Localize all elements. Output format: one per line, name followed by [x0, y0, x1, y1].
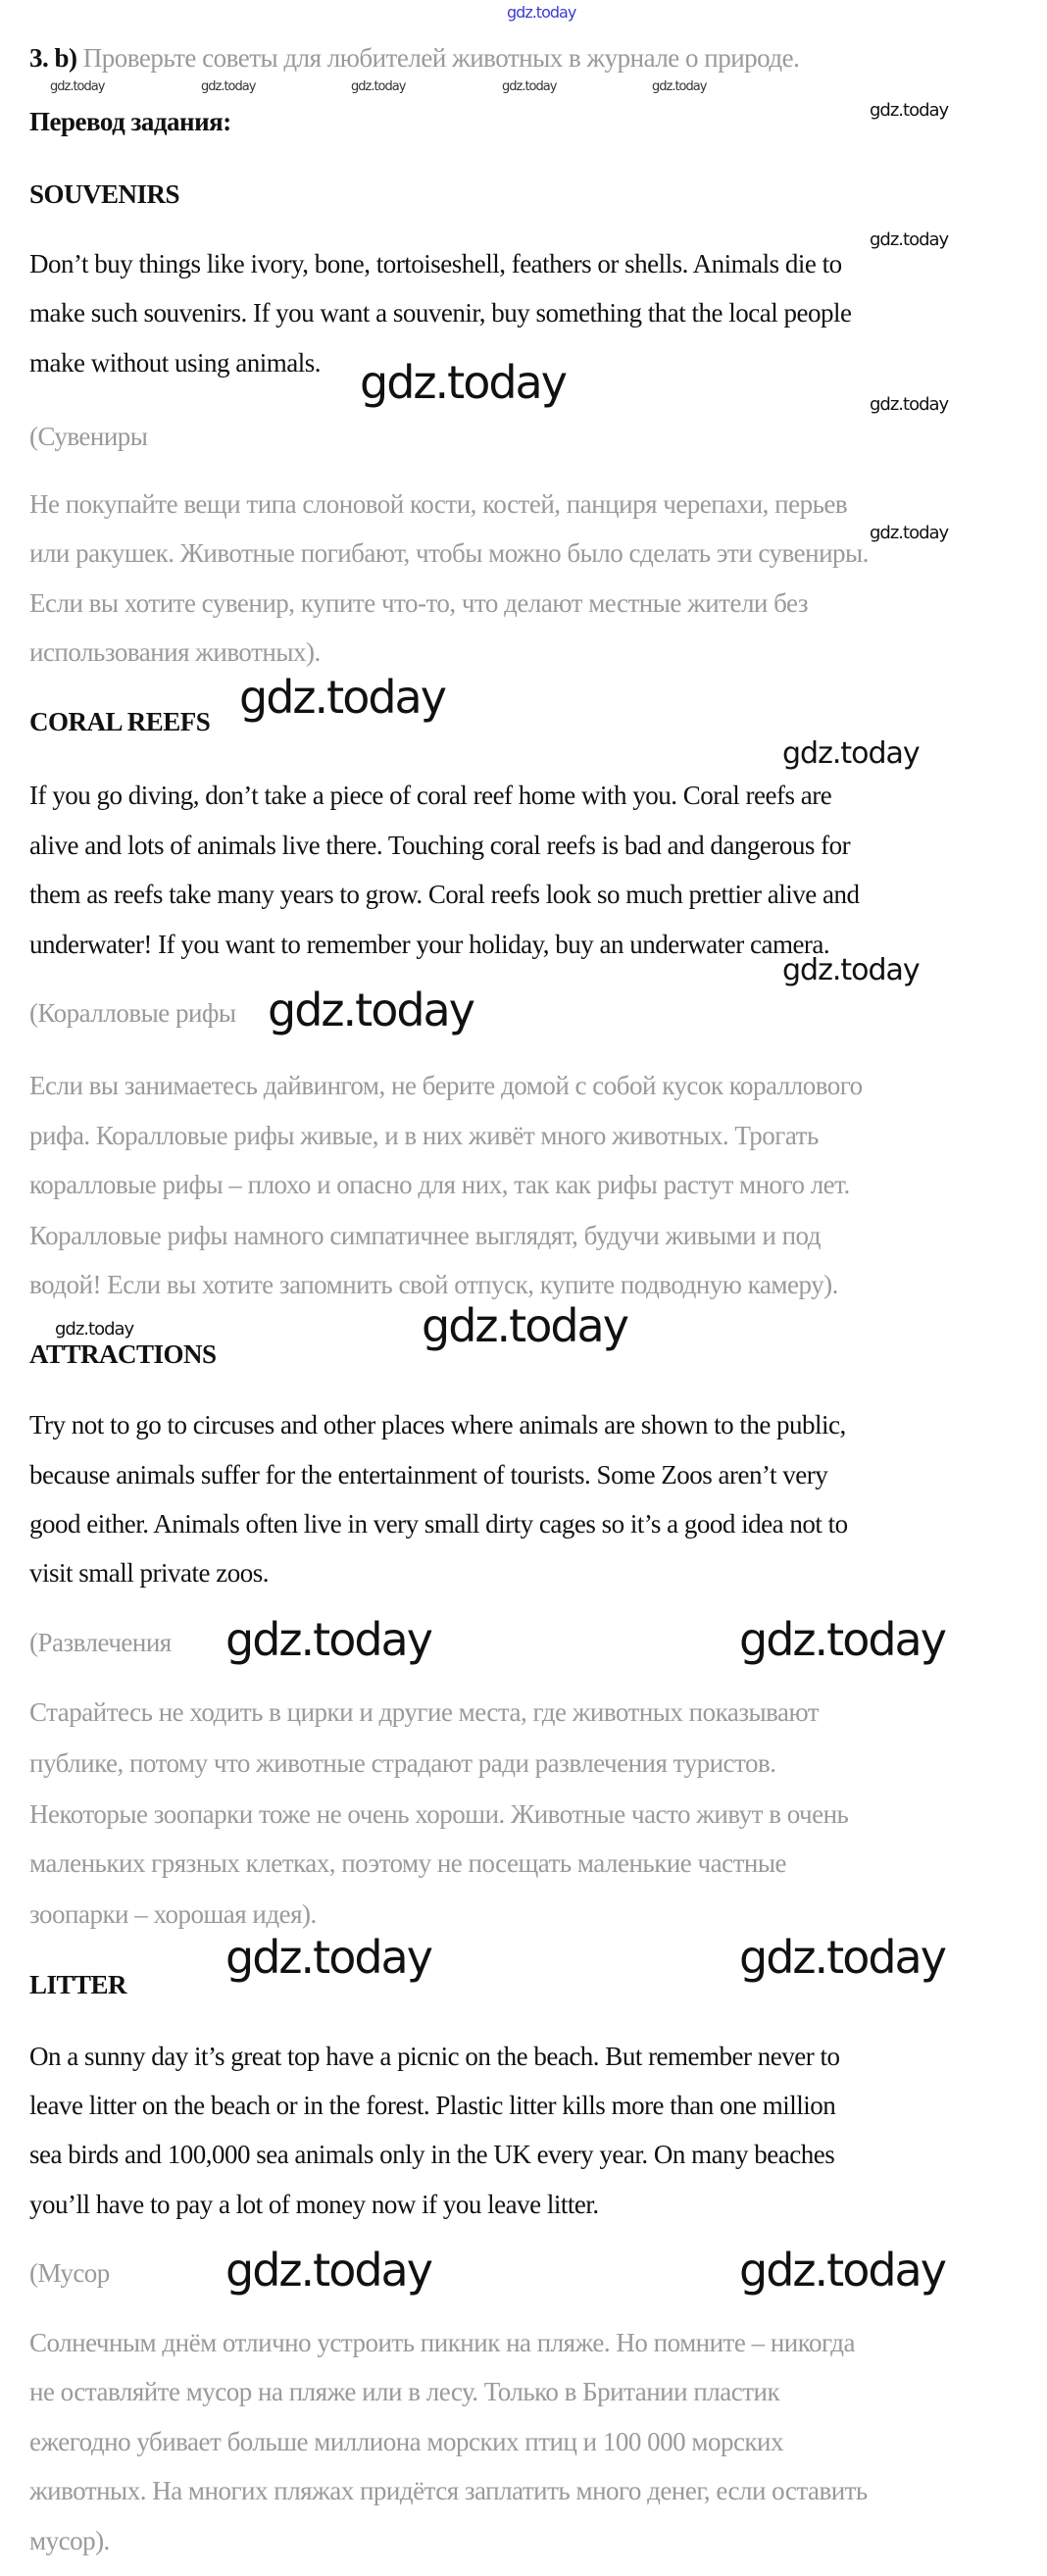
- watermark: gdz.today: [225, 2244, 431, 2297]
- russian-text-line: публике, потому что животные страдают ради развлечения туристов.: [29, 1748, 776, 1778]
- watermark-right: gdz.today: [870, 100, 949, 121]
- russian-text-line: использования животных).: [29, 637, 321, 667]
- russian-text-line: мусор).: [29, 2526, 110, 2555]
- english-text-line: them as reefs take many years to grow. Coral reefs look so much prettier alive and: [29, 880, 860, 909]
- english-text-line: alive and lots of animals live there. Touching coral reefs is bad and dangerous for: [29, 831, 851, 860]
- task-text: Проверьте советы для любителей животных в журнале о природе.: [82, 43, 800, 73]
- section-title: CORAL REEFS: [29, 707, 211, 736]
- russian-text-line: Солнечным днём отлично устроить пикник на пляже. Но помните – никогда: [29, 2328, 855, 2357]
- watermark: gdz.today: [239, 671, 445, 724]
- russian-text-line: Старайтесь не ходить в цирки и другие места, где животных показывают: [29, 1697, 820, 1727]
- watermark: gdz.today: [870, 523, 949, 543]
- section-title: ATTRACTIONS: [29, 1339, 217, 1369]
- english-text-line: If you go diving, don’t take a piece of coral reef home with you. Coral reefs are: [29, 781, 832, 810]
- watermark: gdz.today: [360, 356, 566, 409]
- russian-text-line: животных. На многих пляжах придётся заплатить много денег, если оставить: [29, 2476, 868, 2505]
- russian-section-title: (Сувениры: [29, 422, 148, 451]
- russian-text-line: маленьких грязных клетках, поэтому не посещать маленькие частные: [29, 1848, 786, 1878]
- english-text-line: good either. Animals often live in very small dirty cages so it’s a good idea not to: [29, 1509, 848, 1539]
- watermark: gdz.today: [55, 1319, 134, 1339]
- russian-text-line: ежегодно убивает больше миллиона морских птиц и 100 000 морских: [29, 2427, 783, 2456]
- russian-text-line: Не покупайте вещи типа слоновой кости, костей, панциря черепахи, перьев: [29, 489, 848, 519]
- watermark-small: gdz.today: [351, 79, 406, 94]
- task-line: [29, 40, 799, 76]
- russian-section-title: (Развлечения: [29, 1628, 172, 1657]
- english-text-line: make without using animals.: [29, 348, 321, 378]
- russian-text-line: Некоторые зоопарки тоже не очень хороши. Животные часто живут в очень: [29, 1799, 849, 1829]
- watermark: gdz.today: [870, 394, 949, 415]
- watermark: gdz.today: [268, 984, 474, 1036]
- watermark: gdz.today: [739, 1931, 945, 1984]
- watermark-small: gdz.today: [50, 79, 105, 94]
- english-text-line: you’ll have to pay a lot of money now if you leave litter.: [29, 2190, 599, 2219]
- section-title: SOUVENIRS: [29, 179, 180, 209]
- english-text-line: underwater! If you want to remember your holiday, buy an underwater camera.: [29, 930, 830, 959]
- russian-text-line: Если вы занимаетесь дайвингом, не берите домой с собой кусок кораллового: [29, 1071, 863, 1100]
- watermark: gdz.today: [870, 229, 949, 250]
- english-text-line: leave litter on the beach or in the forest. Plastic litter kills more than one million: [29, 2091, 836, 2120]
- watermark: gdz.today: [739, 1613, 945, 1666]
- task-number: 3. b): [29, 43, 77, 73]
- russian-text-line: коралловые рифы – плохо и опасно для них, так как рифы растут много лет.: [29, 1170, 850, 1199]
- english-text-line: Try not to go to circuses and other places where animals are shown to the public,: [29, 1410, 846, 1440]
- english-text-line: because animals suffer for the entertainment of tourists. Some Zoos aren’t very: [29, 1460, 828, 1490]
- english-text-line: Don’t buy things like ivory, bone, tortoiseshell, feathers or shells. Animals die to: [29, 249, 842, 278]
- english-text-line: make such souvenirs. If you want a souvenir, buy something that the local people: [29, 298, 852, 328]
- watermark: gdz.today: [225, 1931, 431, 1984]
- watermark: gdz.today: [422, 1299, 627, 1352]
- russian-section-title: (Коралловые рифы: [29, 998, 236, 1028]
- watermark-small: gdz.today: [201, 79, 256, 94]
- watermark-small: gdz.today: [652, 79, 707, 94]
- russian-text-line: Коралловые рифы намного симпатичнее выглядят, будучи живыми и под: [29, 1221, 821, 1250]
- english-text-line: On a sunny day it’s great top have a picnic on the beach. But remember never to: [29, 2042, 840, 2071]
- watermark-top: gdz.today: [507, 3, 576, 22]
- section-title: LITTER: [29, 1970, 127, 1999]
- watermark: gdz.today: [782, 736, 920, 771]
- watermark: gdz.today: [782, 953, 920, 987]
- english-text-line: visit small private zoos.: [29, 1558, 269, 1588]
- russian-text-line: водой! Если вы хотите запомнить свой отпуск, купите подводную камеру).: [29, 1270, 838, 1299]
- watermark: gdz.today: [739, 2244, 945, 2297]
- russian-text-line: или ракушек. Животные погибают, чтобы можно было сделать эти сувениры.: [29, 538, 869, 568]
- english-text-line: sea birds and 100,000 sea animals only in the UK every year. On many beaches: [29, 2140, 835, 2169]
- watermark-small: gdz.today: [502, 79, 557, 94]
- watermark: gdz.today: [225, 1613, 431, 1666]
- russian-text-line: не оставляйте мусор на пляже или в лесу. Только в Британии пластик: [29, 2377, 780, 2406]
- russian-text-line: Если вы хотите сувенир, купите что-то, что делают местные жители без: [29, 588, 808, 618]
- russian-section-title: (Мусор: [29, 2258, 110, 2288]
- russian-text-line: рифа. Коралловые рифы живые, и в них живёт много животных. Трогать: [29, 1121, 819, 1150]
- russian-text-line: зоопарки – хорошая идея).: [29, 1899, 317, 1929]
- translation-heading: Перевод задания:: [29, 107, 231, 136]
